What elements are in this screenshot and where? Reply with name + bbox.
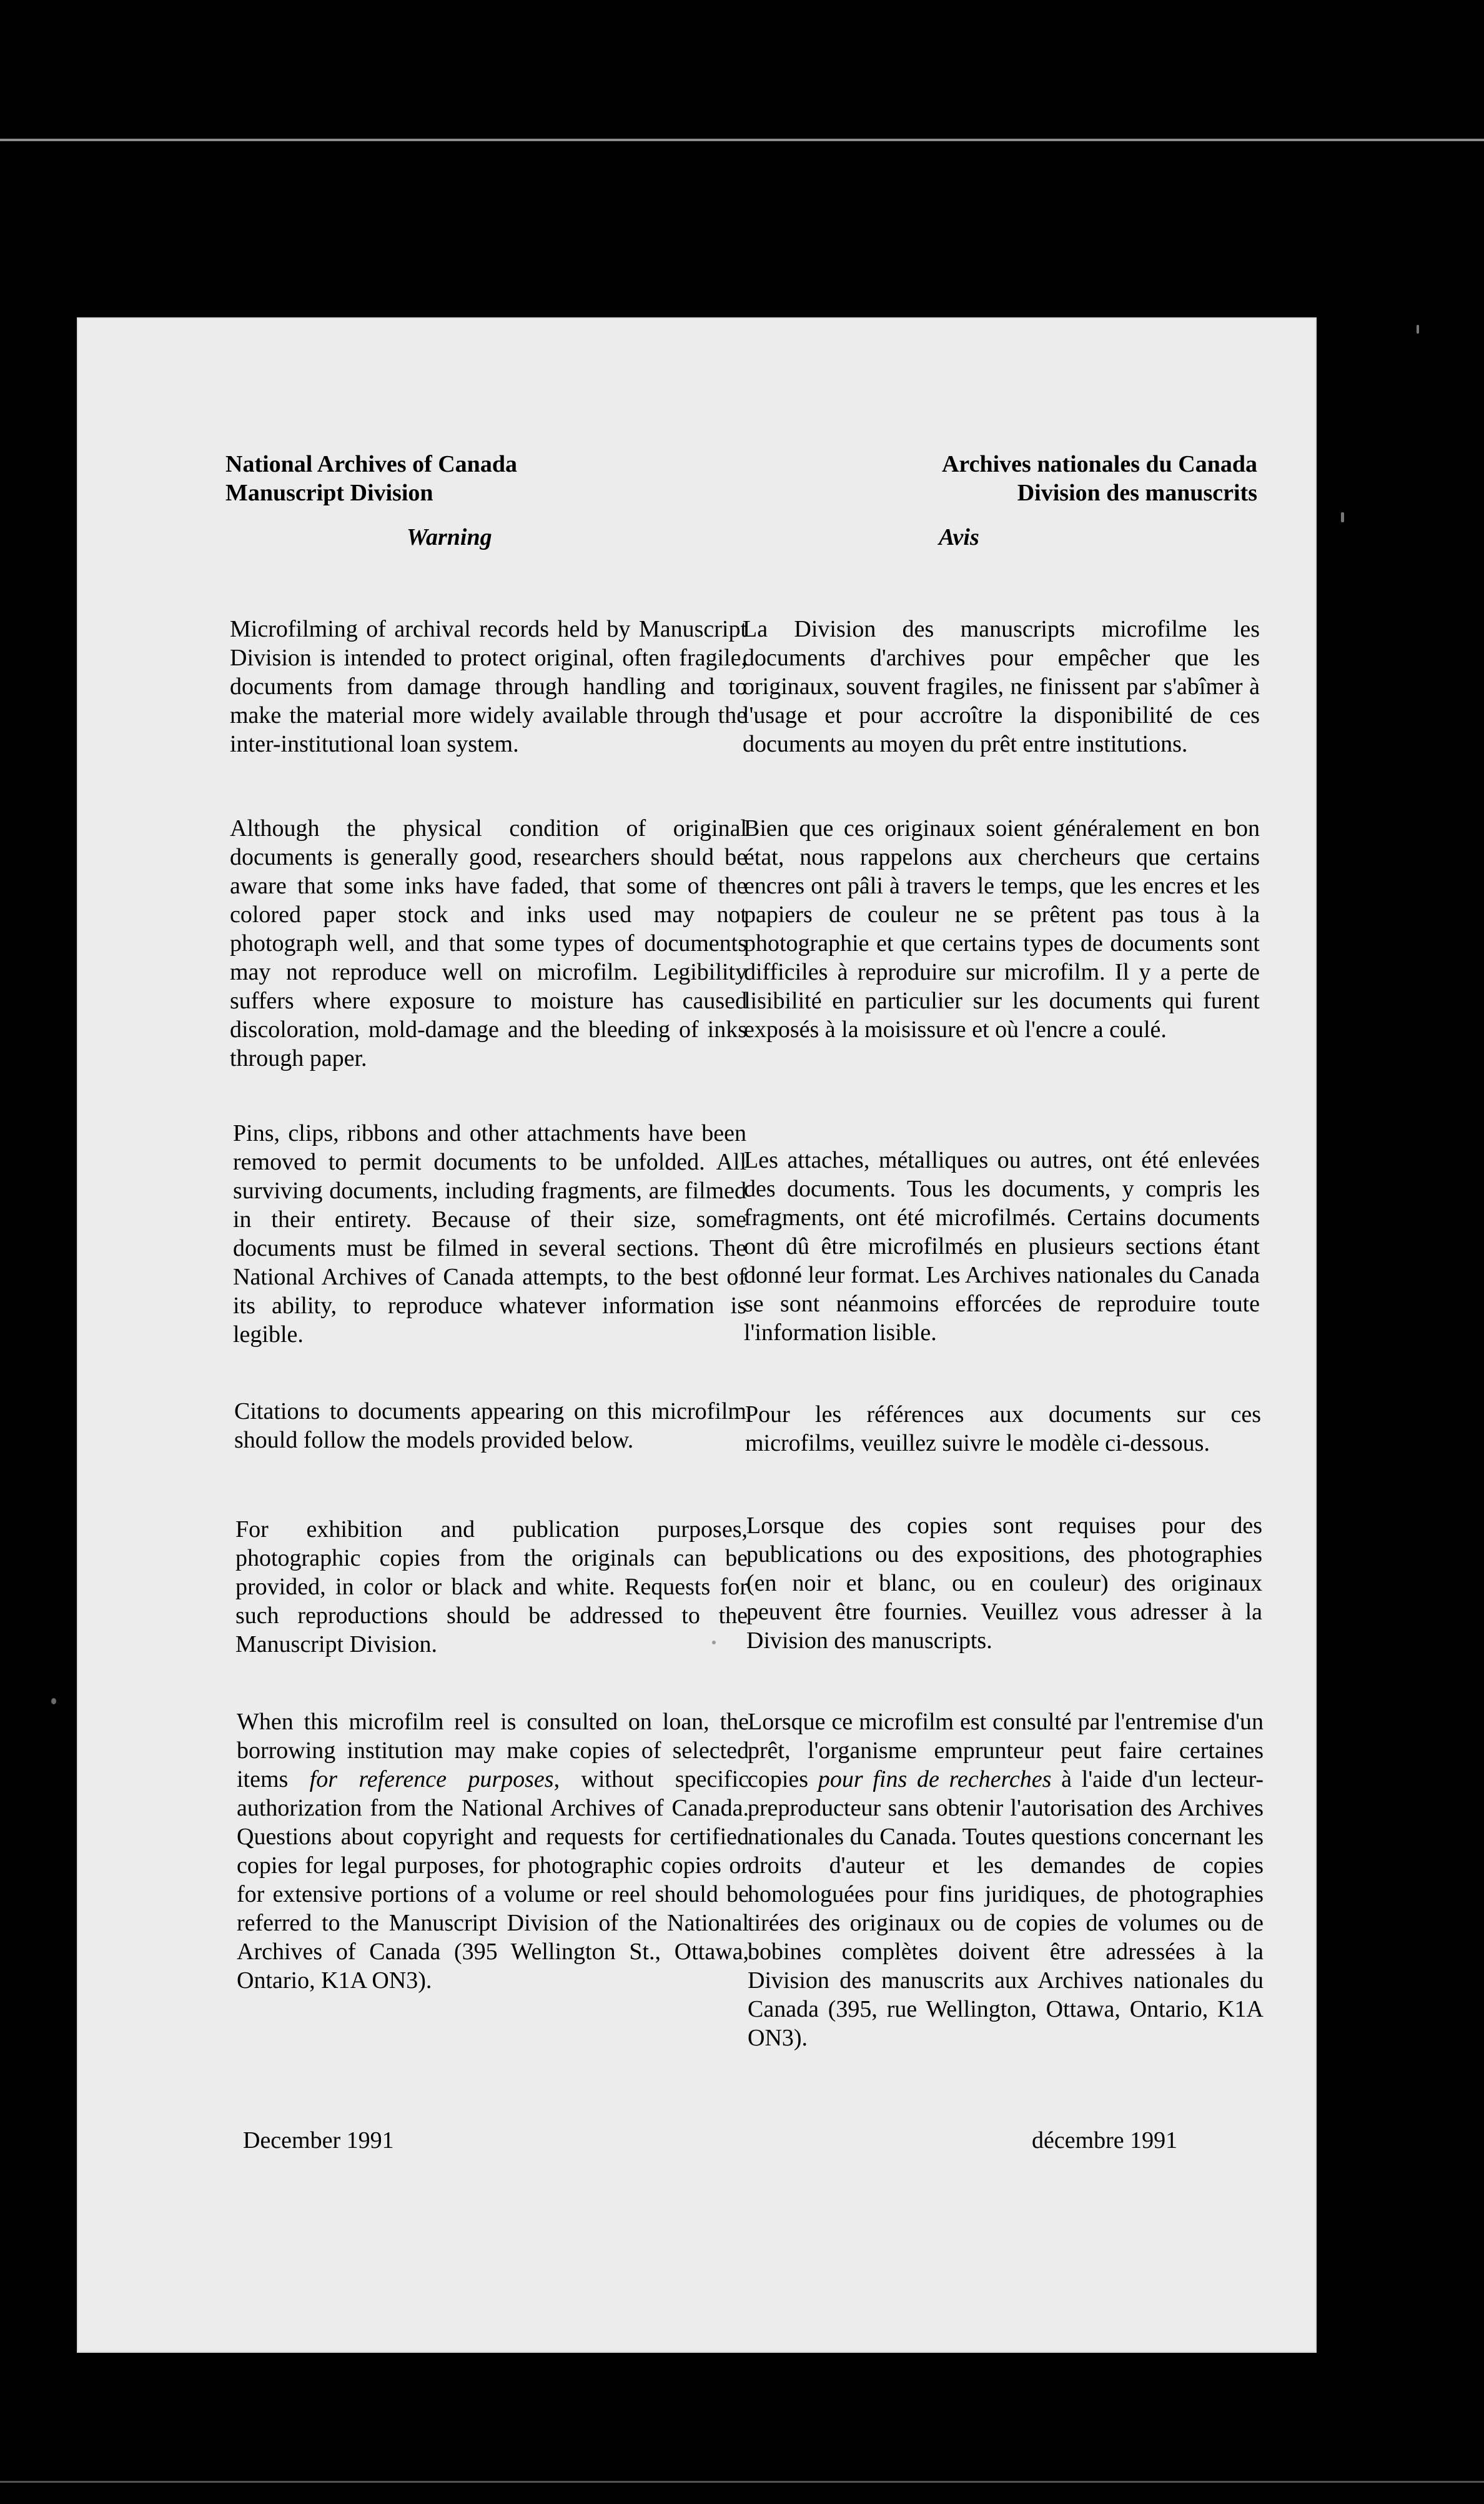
dust-speck [1341, 512, 1344, 522]
left-paragraph-2: Although the physical condition of original documents is generally good, researchers should be aware that some inks have faded, that some of the colored paper stock and inks used may not photograph well, and that some types of documents may not reproduce well on microfilm. Legibility suffers where exposure to moisture has caused discoloration, mold-damage and the bleeding of inks through paper. [230, 815, 747, 1071]
left-paragraph-3: Pins, clips, ribbons and other attachments have been removed to permit documents to be unfolded. All surviving documents, including fragments, are filmed in their entirety. Because of their size, some documents must be filmed in several sections. The National Archives of Canada attempts, to the best of its ability, to reproduce whatever information is legible. [233, 1120, 746, 1348]
header-french [739, 450, 1257, 507]
left-paragraph-4: Citations to documents appearing on this microfilm should follow the models provided below. [234, 1398, 746, 1453]
right-paragraph-4: Pour les références aux documents sur ces microfilms, veuillez suivre le modèle ci-dessous. [745, 1401, 1261, 1456]
date-french: décembre 1991 [1032, 2127, 1178, 2154]
left-p6-text-b: , without specific authorization from the National Archives of Canada. Questions about copyright and requests for certified copies for legal purposes, for photographic copies or for extensive portions of a volume or reel should be referred to the Manuscript Division of the National Archives of Canada (395 Wellington St., Ottawa, Ontario, K1A ON3). [237, 1766, 749, 1994]
right-p6-text-b: à l'aide d'un lecteur-preproducteur sans obtenir l'autorisation des Archives nationales du Canada. Toutes questions concernant les droits d'auteur et les demandes de copies homologuées pour fins juridiques, de photographies tirées des originaux ou de copies de volumes ou de bobines complètes doivent être adressées à la Division des manuscrits aux Archives nationales du Canada (395, rue Wellington, Ottawa, Ontario, K1A ON3). [748, 1766, 1264, 2051]
right-paragraph-2: Bien que ces originaux soient généralement en bon état, nous rappelons aux chercheurs que certains encres ont pâli à travers le temps, que les encres et les papiers de couleur ne se prêtent pas tous à la photographie et que certains types de documents sont difficiles à reproduire sur microfilm. Il y a perte de lisibilité en particulier sur les documents qui furent exposés à la moisissure et où l'encre a coulé. [744, 815, 1260, 1043]
right-paragraph-5: Lorsque des copies sont requises pour des publications ou des expositions, des photographies (en noir et blanc, ou en couleur) des originaux peuvent être fournies. Veuillez vous adresser à la Division des manuscripts. [746, 1513, 1262, 1654]
right-p6-text-a: Lorsque ce microfilm est consulté par l'entremise d'un prêt, l'organisme emprunteur peut faire certaines copies [748, 1709, 1264, 1792]
top-film-edge [0, 139, 1484, 141]
left-paragraph-6 [237, 1707, 749, 1995]
subtitle-avis: Avis [939, 524, 979, 550]
right-paragraph-6 [748, 1707, 1264, 2052]
right-p6-italic: pour fins de recherches [818, 1766, 1052, 1792]
header-english [225, 450, 517, 507]
header-english-line1: National Archives of Canada [225, 451, 517, 477]
left-paragraph-5: For exhibition and publication purposes, photographic copies from the originals can be provided, in color or black and white. Requests for such reproductions should be addressed to the Manuscript Division. [235, 1516, 748, 1657]
dust-speck [1417, 325, 1419, 334]
header-french-line1: Archives nationales du Canada [941, 451, 1257, 477]
left-p6-text-a: When this microfilm reel is consulted on loan, the borrowing institution may make copies of selected items [237, 1709, 749, 1792]
bottom-film-edge [0, 2481, 1484, 2483]
header-english-line2: Manuscript Division [225, 480, 433, 506]
left-paragraph-1: Microfilming of archival records held by Manuscript Division is intended to protect original, often fragile, documents from damage through handling and to make the material more widely available through the inter-institutional loan system. [230, 616, 747, 757]
right-paragraph-1: La Division des manuscripts microfilme les documents d'archives pour empêcher que les originaux, souvent fragiles, ne finissent par s'abîmer à l'usage et pour accroître la disponibilité de ces documents au moyen du prêt entre institutions. [743, 616, 1260, 757]
dust-speck [51, 1698, 56, 1704]
document-page [77, 317, 1317, 2353]
date-english: December 1991 [243, 2127, 394, 2154]
header-french-line2: Division des manuscrits [1017, 480, 1257, 506]
dust-speck [712, 1641, 716, 1644]
right-paragraph-3: Les attaches, métalliques ou autres, ont été enlevées des documents. Tous les documents, y compris les fragments, ont été microfilmés. Certains documents ont dû être microfilmés en plusieurs sections étant donné leur format. Les Archives nationales du Canada se sont néanmoins efforcées de reproduire toute l'information lisible. [744, 1147, 1260, 1346]
left-p6-italic: for reference purposes [309, 1766, 554, 1792]
subtitle-warning: Warning [407, 524, 492, 550]
